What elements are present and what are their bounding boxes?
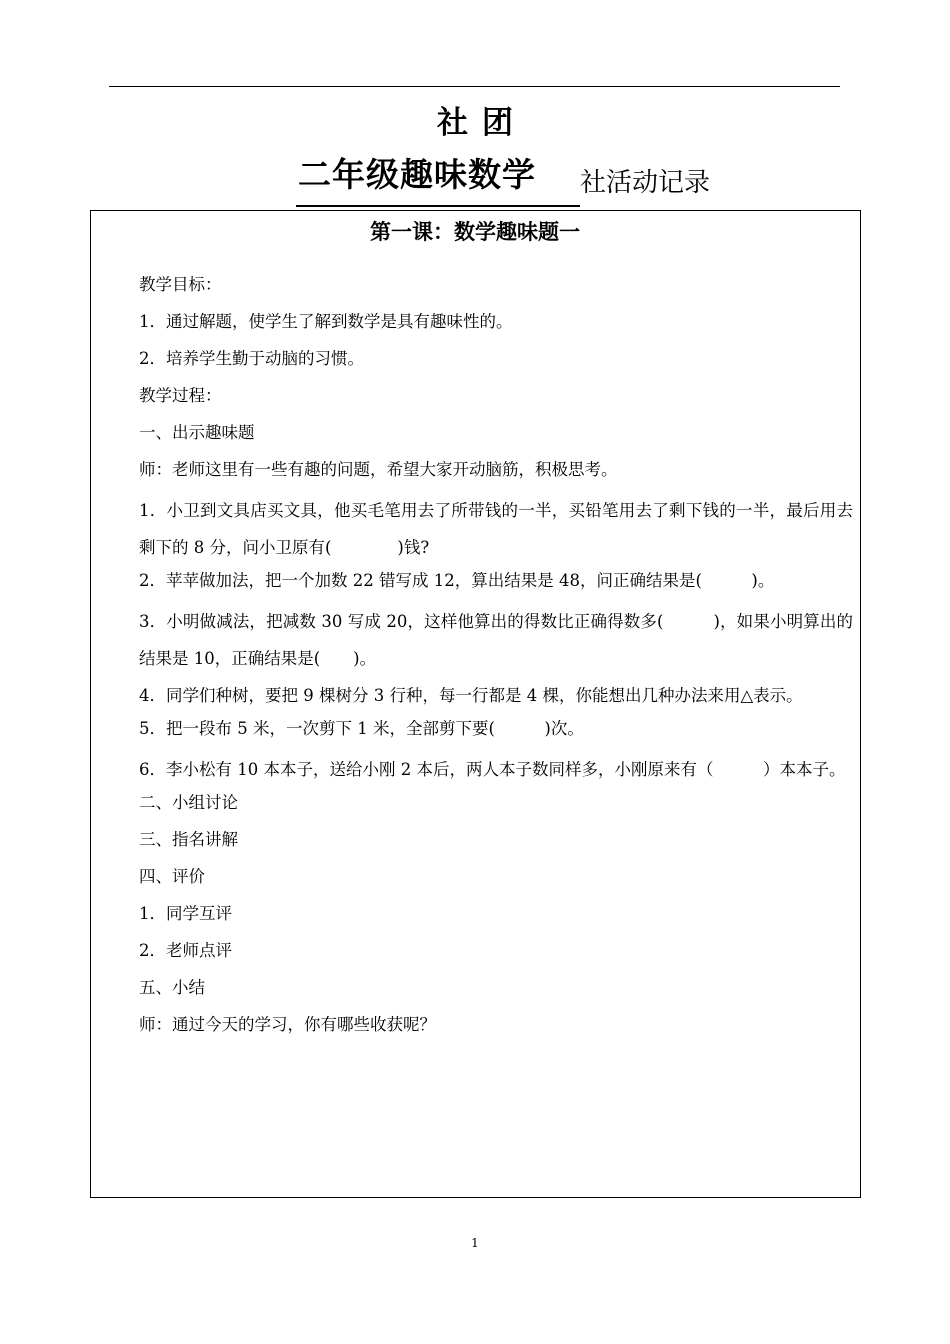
process-step: 二、小组讨论 <box>139 793 238 812</box>
process-step: 一、出示趣味题 <box>139 423 255 442</box>
club-heading-char-2: 团 <box>482 105 513 141</box>
teacher-remark: 师：老师这里有一些有趣的问题，希望大家开动脑筋，积极思考。 <box>139 460 618 479</box>
objective-item: 2．培养学生勤于动脑的习惯。 <box>139 349 364 368</box>
process-step: 五、小结 <box>139 978 205 997</box>
question-item: 1．小卫到文具店买文具，他买毛笔用去了所带钱的一半，买铅笔用去了剩下钱的一半，最后用去剩下的 8 分，问小卫原有( )钱? <box>139 501 853 557</box>
club-heading <box>0 101 950 145</box>
question-item: 2．苹苹做加法，把一个加数 22 错写成 12，算出结果是 48，问正确结果是( )。 <box>139 571 775 590</box>
evaluation-item: 2．老师点评 <box>139 941 232 960</box>
teacher-remark: 师：通过今天的学习，你有哪些收获呢？ <box>139 1015 436 1034</box>
header-rule <box>109 86 840 87</box>
question-item: 5．把一段布 5 米，一次剪下 1 米，全部剪下要( )次。 <box>139 719 584 738</box>
question-item: 6．李小松有 10 本本子，送给小刚 2 本后，两人本子数同样多，小刚原来有（ ）本本子。 <box>139 760 846 779</box>
lesson-title: 第一课：数学趣味题一 <box>370 220 580 244</box>
lesson-body <box>99 270 853 1047</box>
club-name-underline <box>296 205 580 207</box>
objective-item: 1．通过解题，使学生了解到数学是具有趣味性的。 <box>139 312 513 331</box>
process-step: 四、评价 <box>139 867 205 886</box>
club-name: 二年级趣味数学 <box>298 155 536 194</box>
club-heading-char-1: 社 <box>437 105 468 141</box>
question-item: 3．小明做减法，把减数 30 写成 20，这样他算出的得数比正确得数多( )，如果小明算出的结果是 10，正确结果是( )。 <box>139 612 853 668</box>
question-item: 4．同学们种树，要把 9 棵树分 3 行种，每一行都是 4 棵，你能想出几种办法来用△表示。 <box>139 686 803 705</box>
section-heading-process: 教学过程： <box>139 386 222 405</box>
record-label: 社活动记录 <box>580 168 711 198</box>
process-step: 三、指名讲解 <box>139 830 238 849</box>
evaluation-item: 1．同学互评 <box>139 904 232 923</box>
page-number: 1 <box>471 1236 479 1250</box>
section-heading-objectives: 教学目标： <box>139 275 222 294</box>
